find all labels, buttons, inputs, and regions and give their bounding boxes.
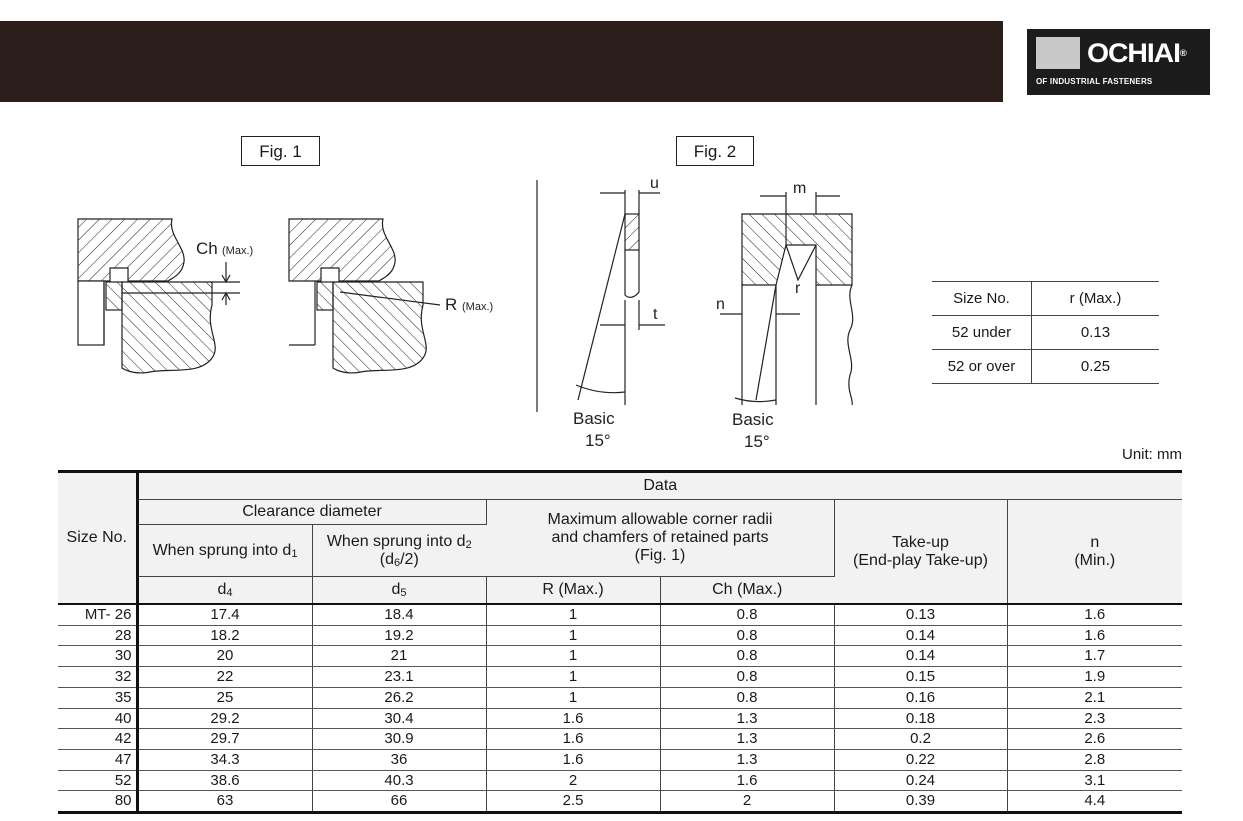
fig2-label: Fig. 2 — [676, 136, 754, 166]
take-up-cell: 0.39 — [834, 791, 1007, 813]
d4-cell: 20 — [137, 646, 312, 667]
n-min-cell: 1.7 — [1007, 646, 1182, 667]
n-min-cell: 2.6 — [1007, 729, 1182, 750]
sprung-d2-text: When sprung into d — [326, 532, 466, 550]
table-row — [58, 646, 1182, 667]
take-up-cell: 0.14 — [834, 625, 1007, 646]
n-min-cell: 1.9 — [1007, 667, 1182, 688]
r-table-header-size: Size No. — [932, 282, 1032, 316]
brand-name: OCHIAI — [1087, 38, 1180, 68]
r-max-cell: 1 — [486, 687, 660, 708]
size-no-cell: 35 — [58, 687, 137, 708]
fig1-radius-drawing — [289, 219, 440, 373]
take-up-line2: (End-play Take-up) — [853, 551, 988, 569]
d4-text: d — [217, 581, 227, 598]
d5-header — [312, 577, 486, 605]
fig2-n-label: n — [716, 296, 725, 313]
d4-cell: 25 — [137, 687, 312, 708]
fig2-u-label: u — [650, 175, 659, 192]
take-up-cell: 0.16 — [834, 687, 1007, 708]
d5-cell: 66 — [312, 791, 486, 813]
n-min-header — [1007, 500, 1182, 605]
d4-cell: 63 — [137, 791, 312, 813]
r-table-header-r: r (Max.) — [1032, 282, 1160, 316]
corner-radii-header — [486, 500, 834, 577]
n-line2: (Min.) — [1074, 551, 1116, 569]
d5-cell: 40.3 — [312, 770, 486, 791]
size-no-cell: 28 — [58, 625, 137, 646]
size-no-cell: 80 — [58, 791, 137, 813]
ch-max-cell: 2 — [660, 791, 834, 813]
r-max-cell: 1 — [486, 604, 660, 625]
sprung-d1-header — [137, 525, 312, 577]
ch-max-cell: 1.3 — [660, 708, 834, 729]
take-up-cell: 0.15 — [834, 667, 1007, 688]
fig2-m-label: m — [793, 180, 807, 197]
table-row — [58, 770, 1182, 791]
take-up-cell: 0.14 — [834, 646, 1007, 667]
n-min-cell: 1.6 — [1007, 625, 1182, 646]
d4-header — [137, 577, 312, 605]
d4-cell: 17.4 — [137, 604, 312, 625]
dimension-table — [58, 470, 1182, 814]
table-row — [58, 729, 1182, 750]
r-max-cell: 1 — [486, 667, 660, 688]
take-up-cell: 0.24 — [834, 770, 1007, 791]
table-row — [932, 282, 1159, 316]
unit-label: Unit: mm — [1122, 446, 1182, 463]
d4-cell: 22 — [137, 667, 312, 688]
table-row — [58, 625, 1182, 646]
corner-radii-line3: (Fig. 1) — [634, 547, 686, 564]
n-min-cell: 3.1 — [1007, 770, 1182, 791]
take-up-cell: 0.13 — [834, 604, 1007, 625]
n-min-cell: 2.8 — [1007, 749, 1182, 770]
fig2-basic-left: Basic — [573, 409, 615, 428]
n-min-cell: 1.6 — [1007, 604, 1182, 625]
brand-mark: ® — [1179, 48, 1186, 58]
clearance-diameter-header: Clearance diameter — [137, 500, 486, 525]
r-max-cell: 2.5 — [486, 791, 660, 813]
brand-tagline: OF INDUSTRIAL FASTENERS — [1036, 77, 1153, 86]
r-max-table — [932, 281, 1159, 384]
ch-max-header: Ch (Max.) — [660, 577, 834, 605]
fig2-ring-section — [537, 180, 665, 412]
table-row — [932, 350, 1159, 384]
ch-max-cell: 1.3 — [660, 729, 834, 750]
sprung-d1-sub: 1 — [291, 547, 298, 560]
take-up-line1: Take-up — [892, 533, 949, 551]
size-no-cell: 32 — [58, 667, 137, 688]
r-max-cell: 2 — [486, 770, 660, 791]
data-header: Data — [137, 472, 1182, 500]
size-no-cell: 30 — [58, 646, 137, 667]
sprung-d2-paren: (d — [379, 550, 394, 568]
ch-max-cell: 0.8 — [660, 604, 834, 625]
ch-max-cell: 0.8 — [660, 646, 834, 667]
table-row — [58, 708, 1182, 729]
d5-cell: 26.2 — [312, 687, 486, 708]
fig2-groove-section — [720, 192, 853, 405]
corner-radii-line2: and chamfers of retained parts — [551, 529, 769, 546]
size-no-cell: MT- 26 — [58, 604, 137, 625]
table-row — [58, 687, 1182, 708]
table-row — [58, 667, 1182, 688]
sprung-d2-header — [312, 525, 486, 577]
d4-cell: 29.7 — [137, 729, 312, 750]
fig1-ch-label: Ch — [196, 239, 218, 258]
r-max-cell: 1.6 — [486, 729, 660, 750]
d5-cell: 30.9 — [312, 729, 486, 750]
ch-max-cell: 0.8 — [660, 625, 834, 646]
size-no-cell: 42 — [58, 729, 137, 750]
d5-cell: 18.4 — [312, 604, 486, 625]
ch-max-cell: 1.3 — [660, 749, 834, 770]
r-max-cell: 1 — [486, 625, 660, 646]
take-up-cell: 0.2 — [834, 729, 1007, 750]
table-row — [58, 604, 1182, 625]
fig2-r-label: r — [795, 280, 801, 297]
fig1-label: Fig. 1 — [241, 136, 320, 166]
size-no-cell: 40 — [58, 708, 137, 729]
n-line1: n — [1090, 533, 1100, 551]
fig2-angle-right: 15° — [744, 432, 770, 451]
d5-sub: 5 — [400, 587, 407, 599]
r-max-cell: 1 — [486, 646, 660, 667]
sprung-d2-paren-sub: 6 — [393, 556, 401, 569]
d4-cell: 29.2 — [137, 708, 312, 729]
fig1-r-label: R — [445, 295, 458, 314]
size-no-header: Size No. — [58, 472, 137, 605]
sprung-d2-sub: 2 — [465, 538, 472, 551]
take-up-header — [834, 500, 1007, 605]
table-header-row — [58, 472, 1182, 500]
d4-cell: 38.6 — [137, 770, 312, 791]
size-no-cell: 52 — [58, 770, 137, 791]
table-row — [58, 791, 1182, 813]
take-up-cell: 0.18 — [834, 708, 1007, 729]
table-row — [932, 316, 1159, 350]
corner-radii-line1: Maximum allowable corner radii — [547, 511, 773, 528]
ch-max-cell: 1.6 — [660, 770, 834, 791]
d5-text: d — [391, 581, 401, 598]
take-up-cell: 0.22 — [834, 749, 1007, 770]
ch-max-cell: 0.8 — [660, 667, 834, 688]
n-min-cell: 4.4 — [1007, 791, 1182, 813]
d5-cell: 30.4 — [312, 708, 486, 729]
d5-cell: 23.1 — [312, 667, 486, 688]
sprung-d2-paren-end: /2) — [400, 550, 419, 568]
d5-cell: 21 — [312, 646, 486, 667]
fig2-angle-left: 15° — [585, 431, 611, 450]
r-table-cell: 0.25 — [1032, 350, 1160, 384]
d5-cell: 19.2 — [312, 625, 486, 646]
size-no-cell: 47 — [58, 749, 137, 770]
d5-cell: 36 — [312, 749, 486, 770]
table-row — [58, 749, 1182, 770]
d4-cell: 18.2 — [137, 625, 312, 646]
fig1-ch-note: (Max.) — [222, 245, 254, 257]
table-header-row — [58, 500, 1182, 525]
r-table-cell: 52 under — [932, 316, 1032, 350]
fig1-r-note: (Max.) — [462, 301, 494, 313]
ch-max-cell: 0.8 — [660, 687, 834, 708]
r-max-cell: 1.6 — [486, 708, 660, 729]
table-body — [58, 604, 1182, 813]
n-min-cell: 2.3 — [1007, 708, 1182, 729]
sprung-d1-text: When sprung into d — [152, 541, 292, 559]
d4-cell: 34.3 — [137, 749, 312, 770]
r-table-cell: 52 or over — [932, 350, 1032, 384]
r-table-cell: 0.13 — [1032, 316, 1160, 350]
n-min-cell: 2.1 — [1007, 687, 1182, 708]
d4-sub: 4 — [226, 587, 233, 599]
r-max-cell: 1.6 — [486, 749, 660, 770]
r-max-header: R (Max.) — [486, 577, 660, 605]
fig2-basic-right: Basic — [732, 410, 774, 429]
fig2-t-label: t — [653, 306, 658, 323]
